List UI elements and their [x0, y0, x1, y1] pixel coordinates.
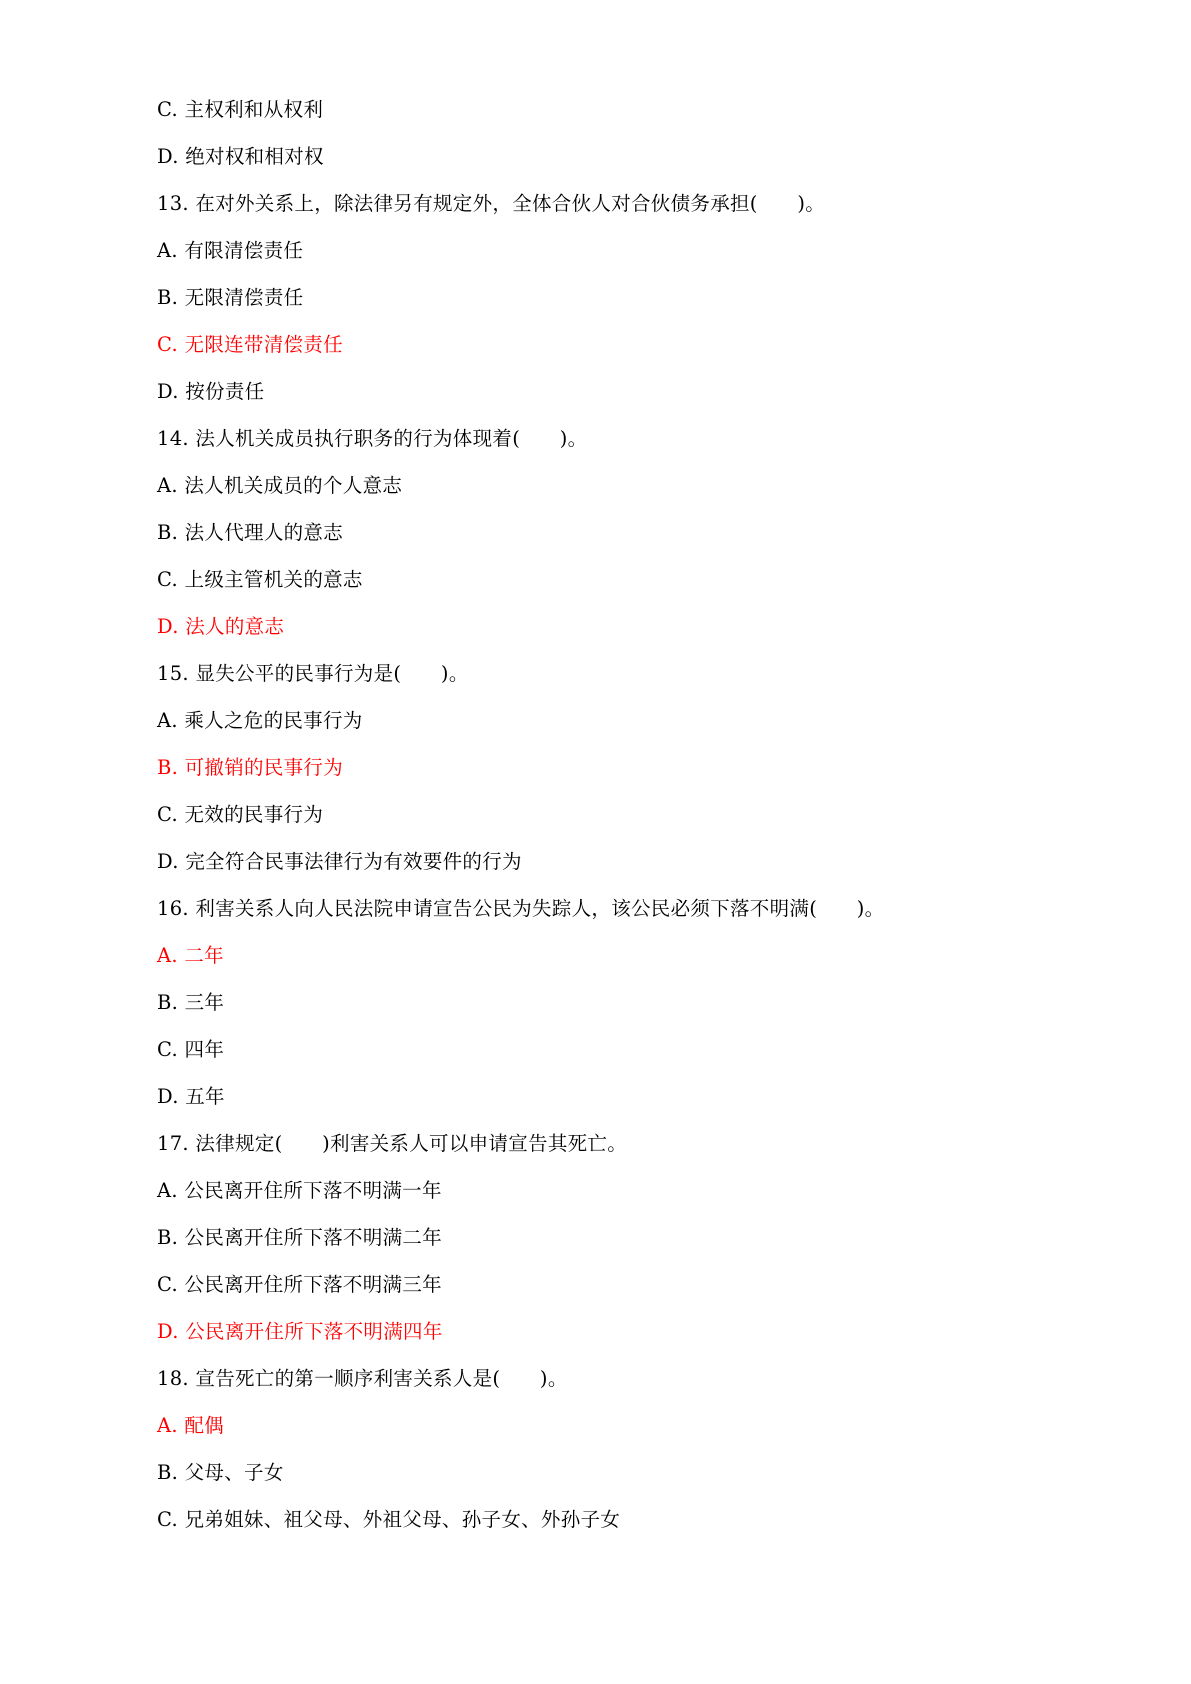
question-line: 18. 宣告死亡的第一顺序利害关系人是( )。	[157, 1367, 568, 1390]
option-line: B. 三年	[157, 991, 225, 1014]
option-line: B. 父母、子女	[157, 1461, 284, 1484]
option-line: C. 无效的民事行为	[157, 803, 324, 826]
correct-answer-line: D. 法人的意志	[157, 615, 285, 638]
correct-answer-line: D. 公民离开住所下落不明满四年	[157, 1320, 443, 1343]
option-line: A. 公民离开住所下落不明满一年	[157, 1179, 442, 1202]
option-line: D. 五年	[157, 1085, 225, 1108]
correct-answer-line: B. 可撤销的民事行为	[157, 756, 344, 779]
correct-answer-line: A. 配偶	[157, 1414, 224, 1437]
option-line: B. 法人代理人的意志	[157, 521, 344, 544]
question-line: 13. 在对外关系上，除法律另有规定外，全体合伙人对合伙债务承担( )。	[157, 192, 826, 215]
option-line: D. 完全符合民事法律行为有效要件的行为	[157, 850, 522, 873]
option-line: D. 按份责任	[157, 380, 265, 403]
option-line: C. 四年	[157, 1038, 225, 1061]
question-line: 17. 法律规定( )利害关系人可以申请宣告其死亡。	[157, 1132, 628, 1155]
option-line: A. 乘人之危的民事行为	[157, 709, 363, 732]
option-line: C. 主权利和从权利	[157, 98, 324, 121]
option-line: C. 兄弟姐妹、祖父母、外祖父母、孙子女、外孙子女	[157, 1508, 621, 1531]
option-line: A. 有限清偿责任	[157, 239, 304, 262]
option-line: B. 公民离开住所下落不明满二年	[157, 1226, 443, 1249]
question-line: 16. 利害关系人向人民法院申请宣告公民为失踪人，该公民必须下落不明满( )。	[157, 897, 885, 920]
option-line: C. 上级主管机关的意志	[157, 568, 363, 591]
option-line: A. 法人机关成员的个人意志	[157, 474, 403, 497]
question-line: 15. 显失公平的民事行为是( )。	[157, 662, 469, 685]
correct-answer-line: A. 二年	[157, 944, 224, 967]
question-line: 14. 法人机关成员执行职务的行为体现着( )。	[157, 427, 588, 450]
option-line: B. 无限清偿责任	[157, 286, 304, 309]
option-line: D. 绝对权和相对权	[157, 145, 324, 168]
option-line: C. 公民离开住所下落不明满三年	[157, 1273, 442, 1296]
correct-answer-line: C. 无限连带清偿责任	[157, 333, 343, 356]
